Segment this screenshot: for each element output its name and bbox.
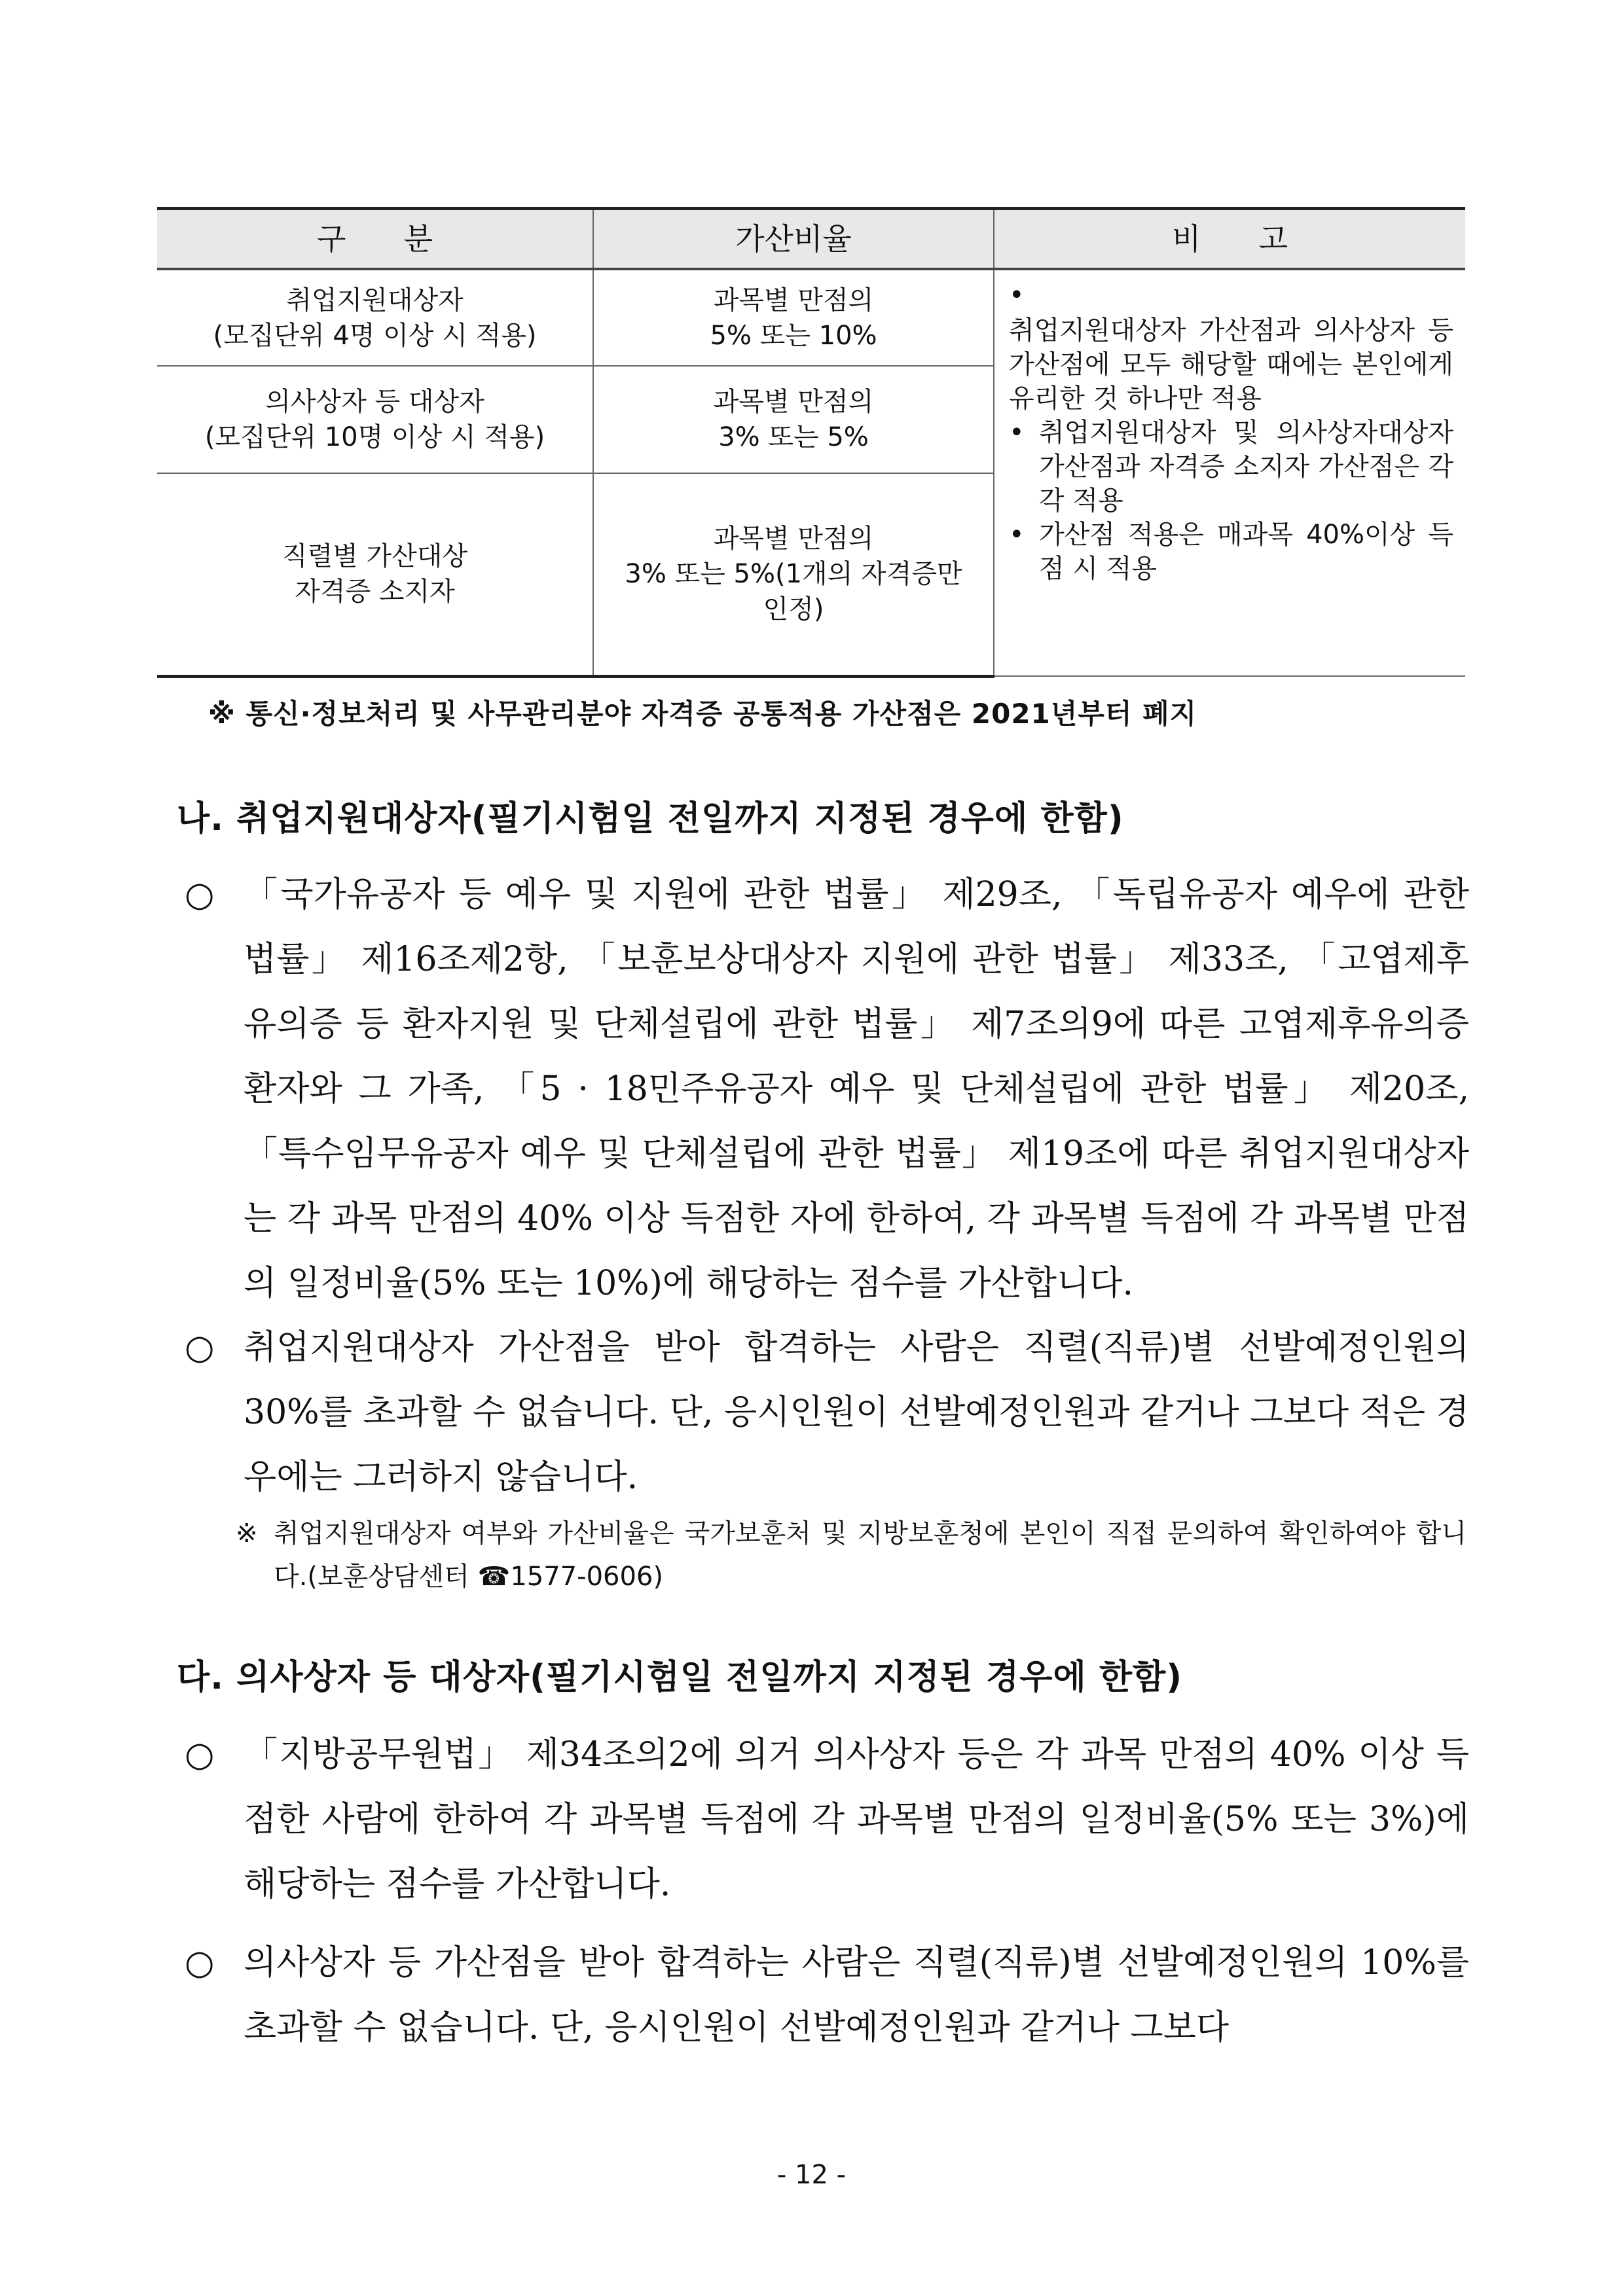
list-item <box>1009 278 1453 416</box>
list-item <box>1009 416 1453 518</box>
table-row <box>157 269 1465 366</box>
remark-text: 취업지원대상자 및 의사상자대상자 가산점과 자격증 소지자 가산점은 각각 적용 <box>1039 418 1453 516</box>
rate-text: 과목별 만점의 3% 또는 5%(1개의 자격증만 인정) <box>625 524 962 625</box>
bullet-icon: • <box>1009 520 1025 550</box>
cell-category <box>157 366 593 473</box>
paragraph-da-2 <box>185 1931 1469 2060</box>
reference-mark-icon: ※ <box>236 1518 258 1549</box>
remarks-list <box>1009 278 1453 586</box>
remark-text: 취업지원대상자 가산점과 의사상자 등 가산점에 모두 해당할 때에는 본인에게 유리한 것 하나만 적용 <box>1009 315 1453 414</box>
list-item <box>1009 518 1453 586</box>
category-line-1: 취업지원대상자 (모집단위 4명 이상 시 적용) <box>213 285 537 351</box>
header-rate: 가산비율 <box>593 209 994 270</box>
header-remarks: 비 고 <box>994 209 1465 270</box>
cell-remarks <box>994 269 1465 676</box>
reference-note <box>236 1512 1467 1598</box>
table-footnote: ※ 통신·정보처리 및 사무관리분야 자격증 공통적용 가산점은 2021년부터 폐지 <box>208 698 1197 730</box>
circle-bullet-icon: ○ <box>185 1328 215 1367</box>
section-title-na: 나. 취업지원대상자(필기시험일 전일까지 지정된 경우에 한함) <box>177 799 1124 838</box>
paragraph-text: 의사상자 등 가산점을 받아 합격하는 사람은 직렬(직류)별 선발예정인원의 10%를 초과할 수 없습니다. 단, 응시인원이 선발예정인원과 같거나 그보다 <box>244 1943 1469 2047</box>
circle-bullet-icon: ○ <box>185 875 215 914</box>
cell-category <box>157 473 593 676</box>
paragraph-text: 「지방공무원법」 제34조의2에 의거 의사상자 등은 각 과목 만점의 40% 이상 득점한 사람에 한하여 각 과목별 득점에 각 과목별 만점의 일정비율(5% 또는 3%)에 해당하는 점수를 가산합니다. <box>244 1735 1469 1904</box>
circle-bullet-icon: ○ <box>185 1943 215 1982</box>
paragraph-text: 취업지원대상자 가산점을 받아 합격하는 사람은 직렬(직류)별 선발예정인원의 30%를 초과할 수 없습니다. 단, 응시인원이 선발예정인원과 같거나 그보다 적은 경우에는 그러하지 않습니다. <box>244 1328 1469 1497</box>
paragraph-na-2 <box>185 1316 1469 1510</box>
category-text: 직렬별 가산대상 자격증 소지자 <box>282 541 468 607</box>
cell-category <box>157 269 593 366</box>
cell-rate <box>593 269 994 366</box>
cell-rate <box>593 366 994 473</box>
paragraph-text: 「국가유공자 등 예우 및 지원에 관한 법률」 제29조, 「독립유공자 예우에 관한 법률」 제16조제2항, 「보훈보상대상자 지원에 관한 법률」 제33조, 「고엽제후유의증 등 환자지원 및 단체설립에 관한 법률」 제7조의9에 따른 고엽제후유의증 환자와 그 가족, 「5 · 18민주유공자 예우 및 단체설립에 관한 법률」 제20조, 「특수임무유공자 예우 및 단체설립에 관한 법률」 제19조에 따른 취업지원대상자는 각 과목 만점의 40% 이상 득점한 자에 한하여, 각 과목별 득점에 각 과목별 만점의 일정비율(5% 또는 10%)에 해당하는 점수를 가산합니다. <box>244 875 1470 1303</box>
category-text: 의사상자 등 대상자 (모집단위 10명 이상 시 적용) <box>204 387 545 452</box>
bonus-points-table <box>157 207 1465 678</box>
paragraph-na-1 <box>185 863 1469 1316</box>
circle-bullet-icon: ○ <box>185 1735 215 1774</box>
header-category: 구 분 <box>157 209 593 270</box>
table-header-row <box>157 209 1465 270</box>
bullet-icon: • <box>1009 280 1025 310</box>
page-number: - 12 - <box>776 2160 847 2190</box>
bullet-icon: • <box>1009 418 1025 448</box>
cell-rate <box>593 473 994 676</box>
paragraph-da-1 <box>185 1723 1469 1917</box>
remark-text: 가산점 적용은 매과목 40%이상 득점 시 적용 <box>1039 520 1453 584</box>
reference-note-text: 취업지원대상자 여부와 가산비율은 국가보훈처 및 지방보훈청에 본인이 직접 문의하여 확인하여야 합니다.(보훈상담센터 ☎1577-0606) <box>274 1518 1467 1592</box>
rate-text: 과목별 만점의 5% 또는 10% <box>710 285 877 351</box>
section-title-da: 다. 의사상자 등 대상자(필기시험일 전일까지 지정된 경우에 한함) <box>177 1658 1183 1697</box>
rate-text: 과목별 만점의 3% 또는 5% <box>713 387 874 452</box>
